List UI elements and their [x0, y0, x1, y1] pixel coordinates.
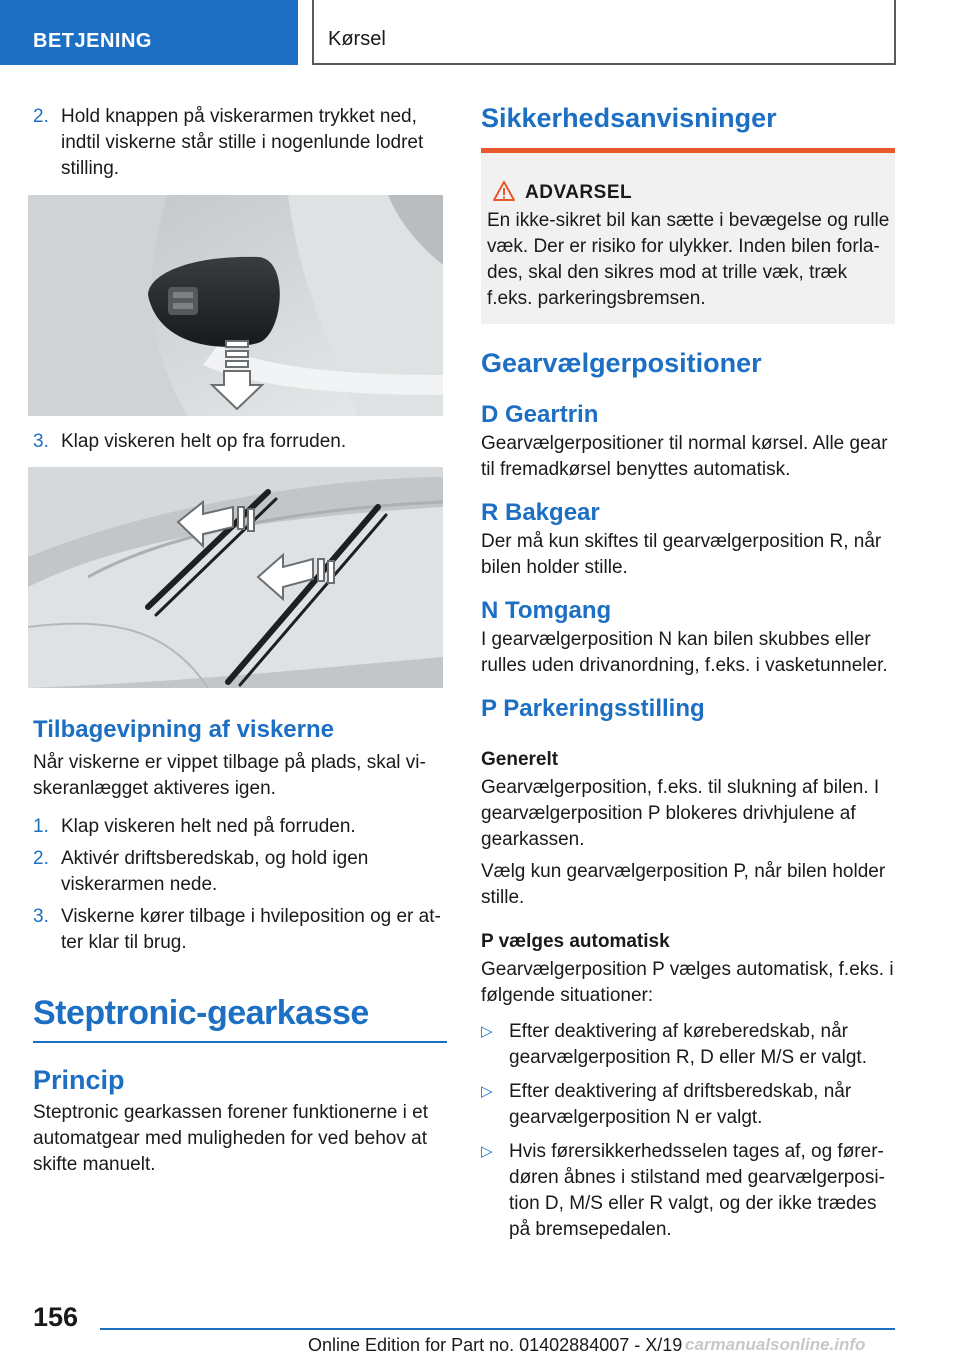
section-tab[interactable]: BETJENING [0, 0, 298, 65]
generelt-text-2: Vælg kun gearvælgerposition P, når bilen holder stille. [481, 861, 886, 908]
step-text: Klap viskeren helt ned på forruden. [61, 816, 356, 837]
warning-title [493, 181, 632, 207]
p-heading: P Parkeringsstilling [481, 695, 705, 722]
steptronic-section [33, 994, 447, 1178]
warning-text: En ikke-sikret bil kan sætte i bevægelse og rulle væk. Der er risiko for ulykker. Inden bilen forlades, skal den sikres mod at trille væk, træk f.eks. parkeringsbremsen. [487, 210, 890, 309]
n-heading: N Tomgang [481, 597, 612, 624]
list-item [481, 1139, 895, 1243]
wiper-arm-illustration [28, 195, 443, 416]
page-number: 156 [33, 1302, 79, 1332]
princip-heading: Princip [33, 1065, 125, 1095]
step-number: 3. [33, 906, 49, 927]
step-item [33, 429, 445, 455]
step-item [33, 904, 445, 956]
triangle-bullet-icon: ▷ [481, 1143, 493, 1160]
steptronic-heading: Steptronic-gearkasse [33, 994, 369, 1032]
warning-box [481, 148, 895, 324]
step-list-top-b [33, 429, 445, 461]
tilbage-intro: Når viskerne er vippet tilbage på plads, skal viskeranlægget aktiveres igen. [33, 752, 426, 799]
step-text: Viskerne kører tilbage i hvileposition og er atter klar til brug. [61, 906, 441, 953]
bullet-text: Hvis førersikkerhedsselen tages af, og førerdøren åbnes i stilstand med gearvælgerposition D, M/S eller R valgt, og der ikke trædes på bremsepedalen. [509, 1141, 885, 1240]
step-number: 3. [33, 431, 49, 452]
warning-triangle-icon [493, 181, 515, 207]
auto-bullets [481, 1019, 895, 1243]
step-item [33, 814, 445, 840]
wiper-fold-figure [28, 467, 443, 688]
auto-intro: Gearvælgerposition P vælges automatisk, f.eks. i følgende situationer: [481, 959, 894, 1006]
d-heading: D Geartrin [481, 401, 599, 428]
generelt-heading: Generelt [481, 749, 559, 770]
princip-text: Steptronic gearkassen forener funktionerne i et automatgear med muligheden for ved behov at skifte manuelt. [33, 1102, 429, 1175]
wiper-arm-figure [28, 195, 443, 416]
step-number: 2. [33, 106, 49, 127]
n-text: I gearvælgerposition N kan bilen skubbes eller rulles uden drivanordning, f.eks. i vasketunneler. [481, 629, 888, 676]
step-number: 1. [33, 816, 49, 837]
auto-heading: P vælges automatisk [481, 931, 670, 952]
step-item [33, 104, 445, 182]
wiper-fold-illustration [28, 467, 443, 688]
tilbage-heading: Tilbagevipning af viskerne [33, 716, 334, 743]
tilbage-section [33, 716, 445, 962]
warning-label: ADVARSEL [525, 182, 633, 203]
tilbage-steps [33, 814, 445, 956]
step-list-top-a [33, 104, 445, 188]
footer-rule [100, 1328, 895, 1330]
chapter-title: Kørsel [312, 0, 896, 65]
step-text: Hold knappen på viskerarmen trykket ned, indtil viskerne står stille i nogenlunde lodret stilling. [61, 106, 424, 179]
r-heading: R Bakgear [481, 499, 600, 526]
gear-section [481, 348, 895, 1251]
step-text: Aktivér driftsberedskab, og hold igen viskerarmen nede. [61, 848, 369, 895]
generelt-text-1: Gearvælgerposition, f.eks. til slukning af bilen. I gearvælgerposition P blokeres drivhjulene af gearkassen. [481, 777, 880, 850]
list-item [481, 1079, 895, 1131]
watermark-text: carmanualsonline.info [685, 1335, 866, 1354]
sikkerhed-heading: Sikkerhedsanvisninger [481, 103, 777, 133]
d-text: Gearvælgerpositioner til normal kørsel. Alle gear til fremadkørsel benyttes automatisk. [481, 433, 888, 480]
gear-heading: Gearvælgerpositioner [481, 348, 762, 378]
triangle-bullet-icon: ▷ [481, 1083, 493, 1100]
heading-rule [33, 1041, 447, 1043]
step-text: Klap viskeren helt op fra forruden. [61, 431, 347, 452]
footer-edition: Online Edition for Part no. 01402884007 - X/19 [308, 1335, 683, 1355]
step-item [33, 846, 445, 898]
r-text: Der må kun skiftes til gearvælgerposition R, når bilen holder stille. [481, 531, 882, 578]
bullet-text: Efter deaktivering af driftsberedskab, når gearvælgerposition N er valgt. [509, 1081, 852, 1128]
triangle-bullet-icon: ▷ [481, 1023, 493, 1040]
list-item [481, 1019, 895, 1071]
step-number: 2. [33, 848, 49, 869]
bullet-text: Efter deaktivering af køreberedskab, når gearvælgerposition R, D eller M/S er valgt. [509, 1021, 867, 1068]
